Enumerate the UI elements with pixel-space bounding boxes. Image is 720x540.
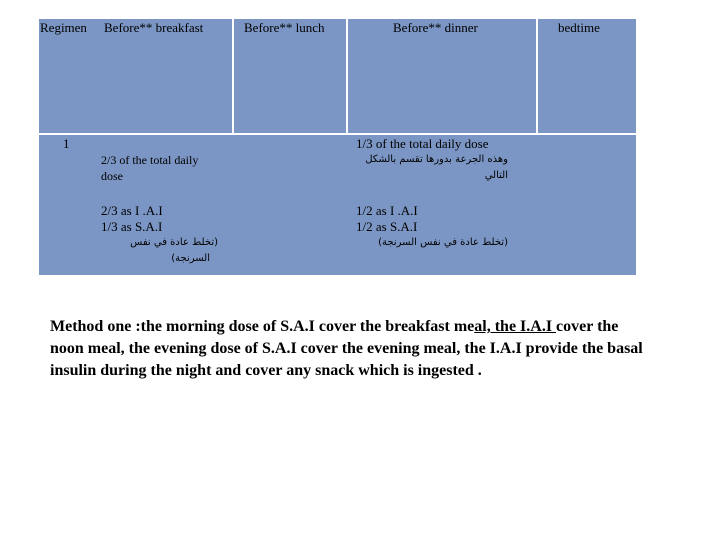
table-col-divider-2 xyxy=(346,17,348,133)
dinner-sai-split: 1/2 as S.A.I xyxy=(356,219,418,234)
breakfast-sai-split: 1/3 as S.A.I xyxy=(101,219,163,234)
table-row-divider xyxy=(37,133,638,135)
dinner-dose-line1: 1/3 of the total daily dose xyxy=(356,136,489,151)
table-col-divider-3 xyxy=(536,17,538,133)
table-border-bottom xyxy=(37,275,638,277)
row-regimen-number: 1 xyxy=(63,136,70,151)
breakfast-dose-line2: dose xyxy=(101,169,123,183)
breakfast-dose-line1: 2/3 of the total daily xyxy=(101,153,199,167)
insulin-regimen-table xyxy=(37,17,638,277)
breakfast-arabic-note-1: (تخلط عادة في نفس xyxy=(130,237,218,248)
paragraph-part-3: cover the noon meal, the evening dose of S.A.I cover the evening meal, the I.A.I provide the basal insulin during the night and cover any snack which is ingested . xyxy=(50,318,643,379)
table-border-left xyxy=(37,17,39,277)
table-border-right xyxy=(636,17,638,277)
header-before-lunch: Before** lunch xyxy=(244,20,325,35)
paragraph-underlined-part: al, the I.A.I xyxy=(474,318,557,335)
dinner-iai-split: 1/2 as I .A.I xyxy=(356,203,418,218)
dinner-arabic-note-2: التالي xyxy=(484,170,508,181)
header-before-dinner: Before** dinner xyxy=(393,20,478,35)
dinner-arabic-note-1: وهذه الجرعة بدورها تقسم بالشكل xyxy=(365,154,508,165)
header-before-breakfast: Before** breakfast xyxy=(104,20,204,35)
breakfast-arabic-note-2: السرنجة) xyxy=(171,253,210,264)
table-col-divider-1 xyxy=(232,17,234,133)
dinner-arabic-note-3: (تخلط عادة في نفس السرنجة) xyxy=(378,237,508,248)
paragraph-part-1: Method one :the morning dose of S.A.I cover the breakfast me xyxy=(50,318,475,335)
table-border-top xyxy=(37,17,638,19)
header-bedtime: bedtime xyxy=(558,20,600,35)
method-one-paragraph xyxy=(50,316,650,382)
breakfast-iai-split: 2/3 as I .A.I xyxy=(101,203,163,218)
header-regimen: Regimen xyxy=(40,20,87,35)
